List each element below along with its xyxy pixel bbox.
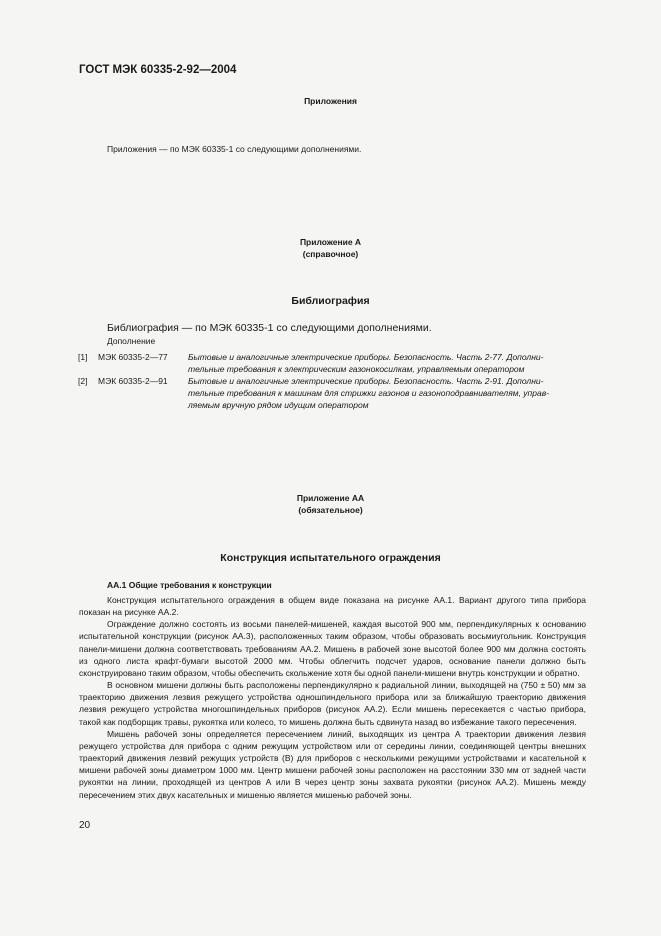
ref-description <box>188 375 586 412</box>
annex-aa-body <box>79 594 586 801</box>
annex-aa-heading: Конструкция испытательного ограждения <box>220 552 441 564</box>
annex-a-type: (справочное) <box>302 249 359 259</box>
ref-number: [2] <box>78 376 88 386</box>
paragraph: В основном мишени должны быть расположены перпендикулярно к радиальной линии, выходящей на (750 ± 50) мм за траекторию движения лезвия режущего устройства одношпиндельного прибора или за ближайшую траекторию движения лезвия режущего устройства многошпиндельных приборов (рисунок АА.2). Если мишень пересекается с частью прибора, такой как подборщик травы, рукоятка или колесо, то мишень должна быть сдвинута назад во избежание такого пересечения. <box>79 680 586 727</box>
paragraph: Мишень рабочей зоны определяется пересечением линий, выходящих из центра А траектории движения лезвия режущего устройства для прибора с одним режущим устройством или от середины линии, соединяющей центры внешних траекторий движения лезвий режущих устройств (В) для приборов с несколькими режущими устройствами и касательной к мишени рабочей зоны диаметром 1000 мм. Центр мишени рабочей зоны расположен на расстоянии 330 мм от задней части рукоятки на линии, проходящей из центров А или В через центр зоны захвата рукоятки (рисунок АА.2). Мишень между пересечением этих двух касательных и мишенью является мишенью рабочей зоны. <box>79 728 586 800</box>
ref-line: тельные требования к электрическим газонокосилкам, управляемым оператором <box>188 364 525 375</box>
paragraph: Конструкция испытательного ограждения в общем виде показана на рисунке АА.1. Вариант другого типа прибора показан на рисунке АА.2. <box>79 595 586 618</box>
ref-number: [1] <box>78 352 88 362</box>
bibliography-intro: Библиография — по МЭК 60335-1 со следующими дополнениями. <box>107 322 432 334</box>
ref-line: Бытовые и аналогичные электрические приборы. Безопасность. Часть 2-77. Дополни- <box>188 352 544 362</box>
ref-description <box>188 351 586 375</box>
ref-line: Бытовые и аналогичные электрические приборы. Безопасность. Часть 2-91. Дополни- <box>188 376 544 386</box>
annex-aa-title: Приложение АА <box>296 493 365 503</box>
ref-code: МЭК 60335-2—77 <box>98 352 168 362</box>
ref-code: МЭК 60335-2—91 <box>98 376 168 386</box>
page-number: 20 <box>79 820 91 831</box>
ref-line: тельные требования к машинам для стрижки газонов и газоноподравнивателям, управ- <box>188 388 549 399</box>
document-code: ГОСТ МЭК 60335-2-92—2004 <box>79 64 237 76</box>
bibliography-title: Библиография <box>291 295 370 307</box>
annex-aa-type: (обязательное) <box>298 505 363 515</box>
bibliography-supplement: Дополнение <box>107 336 156 346</box>
ref-line: ляемым вручную рядом идущим оператором <box>188 400 369 411</box>
section-aa1-heading: АА.1 Общие требования к конструкции <box>107 580 272 590</box>
paragraph: Ограждение должно состоять из восьми панелей-мишеней, каждая высотой 900 мм, перпендикулярных к основанию испытательной конструкции (рисунок АА.3), расположенных таким образом, чтобы образовать восьмиугольник. Конструкция панели-мишени должна соответствовать требованиям АА.2. Мишень в рабочей зоне высотой более 900 мм должна состоять из одного листа крафт-бумаги высотой 2000 мм. Чтобы облегчить подсчет ударов, основание панели должно быть сконструировано таким образом, чтобы обеспечить скольжение хотя бы одной панели-мишени внутрь конструкции и обратно. <box>79 619 586 678</box>
annex-a-title: Приложение А <box>299 237 362 247</box>
appendices-text: Приложения — по МЭК 60335-1 со следующими дополнениями. <box>107 144 362 154</box>
appendices-title: Приложения <box>304 96 357 106</box>
